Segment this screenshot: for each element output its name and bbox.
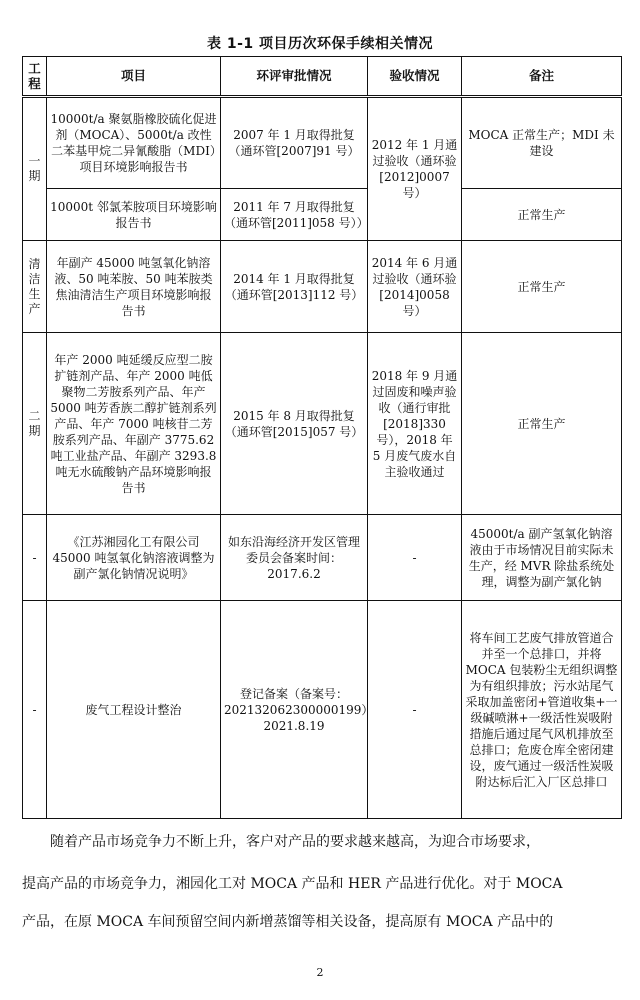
- eia-cell: 2015 年 8 月取得批复（通环管[2015]057 号）: [221, 333, 368, 515]
- table-row: [23, 601, 622, 819]
- acceptance-cell: -: [368, 601, 462, 819]
- header-acceptance: 验收情况: [368, 57, 462, 97]
- remarks-cell: 正常生产: [462, 333, 622, 515]
- eia-cell: 2011 年 7 月取得批复（通环管[2011]058 号））: [221, 189, 368, 241]
- header-project: 项目: [47, 57, 221, 97]
- remarks-cell: MOCA 正常生产；MDI 未建设: [462, 97, 622, 189]
- eia-cell: 2014 年 1 月取得批复（通环管[2013]112 号）: [221, 241, 368, 333]
- remarks-cell: 正常生产: [462, 189, 622, 241]
- remarks-cell: 45000t/a 副产氢氧化钠溶液由于市场情况目前实际未生产，经 MVR 除盐系统处理，调整为副产氯化钠: [462, 515, 622, 601]
- table-row: [23, 333, 622, 515]
- phase-cell: 一期: [23, 97, 47, 241]
- table-header-row: [23, 57, 622, 97]
- header-remarks: 备注: [462, 57, 622, 97]
- project-cell: 年副产 45000 吨氢氧化钠溶液、50 吨苯胺、50 吨苯胺类焦油清洁生产项目环境影响报告书: [47, 241, 221, 333]
- phase-cell: 清洁生产: [23, 241, 47, 333]
- page-number: 2: [316, 966, 324, 979]
- eia-cell: 如东沿海经济开发区管理委员会备案时间：2017.6.2: [221, 515, 368, 601]
- project-cell: 年产 2000 吨延缓反应型二胺扩链剂产品、年产 2000 吨低聚物二芳胺系列产品、年产 5000 吨芳香族二醇扩链剂系列产品、年产 7000 吨核苷二芳胺系列产品、年副产 3775.62 吨工业盐产品、年副产 3293.8 吨无水硫酸钠产品环境影响报告书: [47, 333, 221, 515]
- acceptance-cell: -: [368, 515, 462, 601]
- header-phase: 工程: [23, 57, 47, 97]
- phase-cell: -: [23, 601, 47, 819]
- phase-cell: -: [23, 515, 47, 601]
- remarks-cell: 正常生产: [462, 241, 622, 333]
- environmental-procedures-table: [22, 56, 622, 819]
- phase-cell: 二期: [23, 333, 47, 515]
- body-paragraph-line-2: 提高产品的市场竞争力，湘园化工对 MOCA 产品和 HER 产品进行优化。对于 MOCA: [22, 876, 563, 892]
- acceptance-cell: 2014 年 6 月通过验收（通环验[2014]0058 号）: [368, 241, 462, 333]
- body-paragraph-line-3: 产品，在原 MOCA 车间预留空间内新增蒸馏等相关设备，提高原有 MOCA 产品中的: [22, 914, 554, 930]
- body-paragraph-line-1: 随着产品市场竞争力不断上升，客户对产品的要求越来越高，为迎合市场要求，: [50, 834, 540, 850]
- table-row: [23, 97, 622, 189]
- project-cell: 《江苏湘园化工有限公司 45000 吨氢氧化钠溶液调整为副产氯化钠情况说明》: [47, 515, 221, 601]
- eia-cell: 2007 年 1 月取得批复（通环管[2007]91 号）: [221, 97, 368, 189]
- remarks-cell: 将车间工艺废气排放管道合并至一个总排口，并将 MOCA 包装粉尘无组织调整为有组织排放；污水站尾气采取加盖密闭+管道收集+一级碱喷淋+一级活性炭吸附措施后通过尾气风机排放至总排口；危废仓库全密闭建设，废气通过一级活性炭吸附达标后汇入厂区总排口: [462, 601, 622, 819]
- table-row: [23, 515, 622, 601]
- acceptance-cell: 2012 年 1 月通过验收（通环验[2012]0007 号）: [368, 97, 462, 241]
- eia-cell: 登记备案（备案号：202132062300000199）2021.8.19: [221, 601, 368, 819]
- project-cell: 废气工程设计整治: [47, 601, 221, 819]
- table-row: [23, 189, 622, 241]
- project-cell: 10000t 邻氯苯胺项目环境影响报告书: [47, 189, 221, 241]
- acceptance-cell: 2018 年 9 月通过固废和噪声验收（通行审批[2018]330 号），2018 年 5 月废气废水自主验收通过: [368, 333, 462, 515]
- table-caption: 表 1-1 项目历次环保手续相关情况: [206, 36, 434, 52]
- project-cell: 10000t/a 聚氨脂橡胶硫化促进剂（MOCA）、5000t/a 改性二苯基甲烷二异氰酸脂（MDI）项目环境影响报告书: [47, 97, 221, 189]
- header-eia: 环评审批情况: [221, 57, 368, 97]
- table-row: [23, 241, 622, 333]
